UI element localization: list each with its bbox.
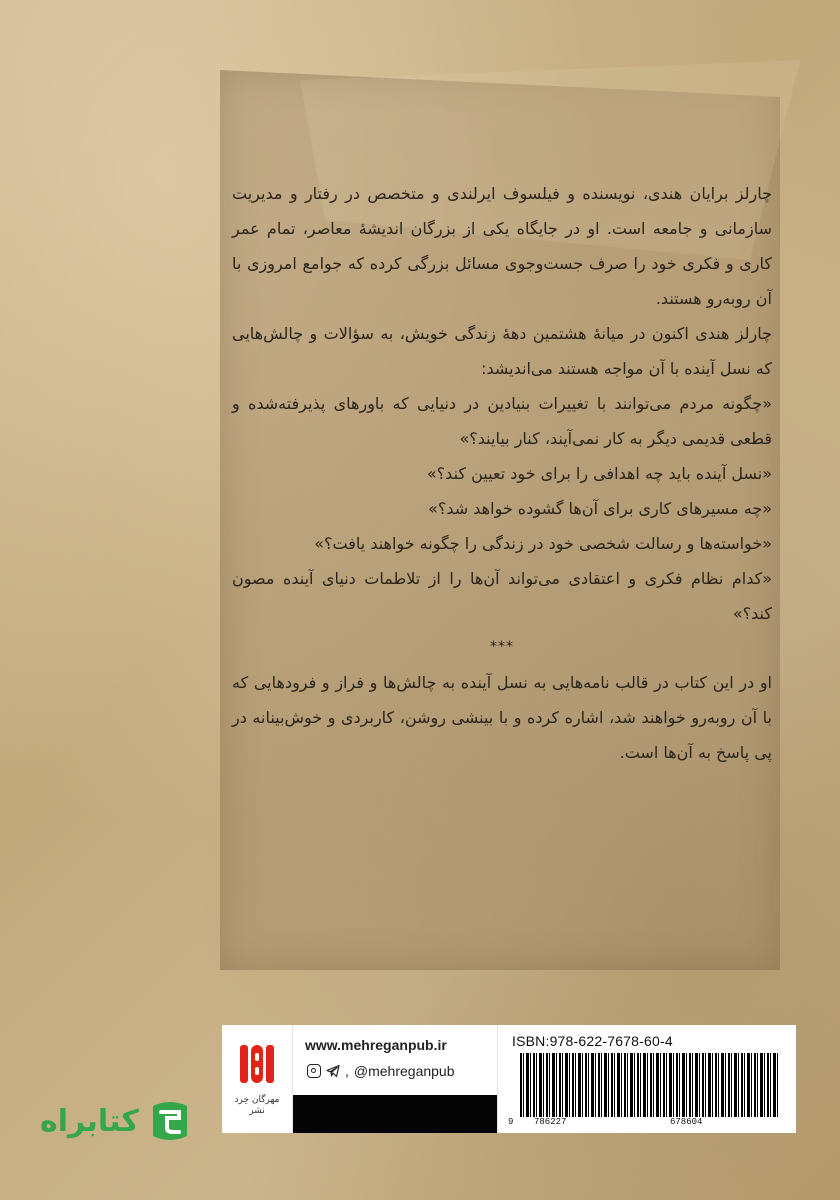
- instagram-icon: [307, 1064, 321, 1078]
- publisher-name: [235, 1095, 280, 1117]
- website-url: www.mehreganpub.ir: [305, 1037, 447, 1053]
- isbn-label: ISBN:978-622-7678-60-4: [512, 1033, 673, 1049]
- barcode-prefix: 9: [508, 1117, 514, 1127]
- barcode-area: [497, 1025, 796, 1133]
- contact-info: [293, 1025, 497, 1133]
- social-handle: @mehreganpub: [353, 1063, 455, 1079]
- question-3: «چه مسیرهای کاری برای آن‌ها گشوده خواهد شد؟»: [428, 499, 772, 518]
- paragraph-intro: چارلز هندی اکنون در میانهٔ هشتمین دههٔ زندگی خویش، به سؤالات و چالش‌هایی که نسل آینده با آن مواجه هستند می‌اندیشد:: [232, 324, 772, 378]
- question-1: «چگونه مردم می‌توانند با تغییرات بنیادین در دنیایی که باورهای پذیرفته‌شده و قطعی قدیمی دیگر به کار نمی‌آیند، کنار بیایند؟»: [232, 394, 772, 448]
- ketabrah-watermark: [40, 1098, 195, 1144]
- section-separator: ***: [490, 639, 514, 655]
- question-2: «نسل آینده باید چه اهدافی را برای خود تعیین کند؟»: [426, 464, 772, 483]
- question-4: «خواسته‌ها و رسالت شخصی خود در زندگی را چگونه خواهند یافت؟»: [314, 534, 772, 553]
- publisher-logo-icon: [237, 1041, 277, 1091]
- publisher-sub-text: نشر: [249, 1106, 265, 1116]
- telegram-icon: [326, 1064, 340, 1078]
- publisher-name-text: مهرگان خِرد: [234, 1095, 280, 1105]
- barcode-right-digits: 678604: [670, 1117, 703, 1127]
- publisher-logo: [222, 1025, 293, 1133]
- black-strip: [293, 1095, 497, 1133]
- ketabrah-text: کتابراه: [40, 1103, 139, 1139]
- social-row: [307, 1063, 455, 1079]
- footer-panel: [222, 1025, 796, 1133]
- paragraph-closing: او در این کتاب در قالب نامه‌هایی به نسل آینده به چالش‌ها و فراز و فرودهایی که با آن روبه‌رو خواهند شد، اشاره کرده و با بینشی روشن، کاربردی و خوش‌بینانه در پی پاسخ به آن‌ها است.: [232, 673, 772, 762]
- ketabrah-logo-icon: [145, 1098, 195, 1144]
- social-comma: ,: [345, 1063, 349, 1079]
- question-5: «کدام نظام فکری و اعتقادی می‌تواند آن‌ها را از تلاطمات دنیای آینده مصون کند؟»: [232, 569, 772, 623]
- barcode-left-digits: 786227: [534, 1117, 567, 1127]
- back-cover-text: [232, 176, 772, 770]
- barcode-image: [520, 1053, 780, 1117]
- paragraph-bio: چارلز برایان هندی، نویسنده و فیلسوف ایرلندی و متخصص در رفتار و مدیریت سازمانی و جامعه است. او در جایگاه یکی از بزرگان اندیشهٔ معاصر، تمام عمر کاری و فکری خود را صرف جست‌وجوی مسائل بزرگی کرده که جوامع امروزی با آن روبه‌رو هستند.: [232, 184, 772, 308]
